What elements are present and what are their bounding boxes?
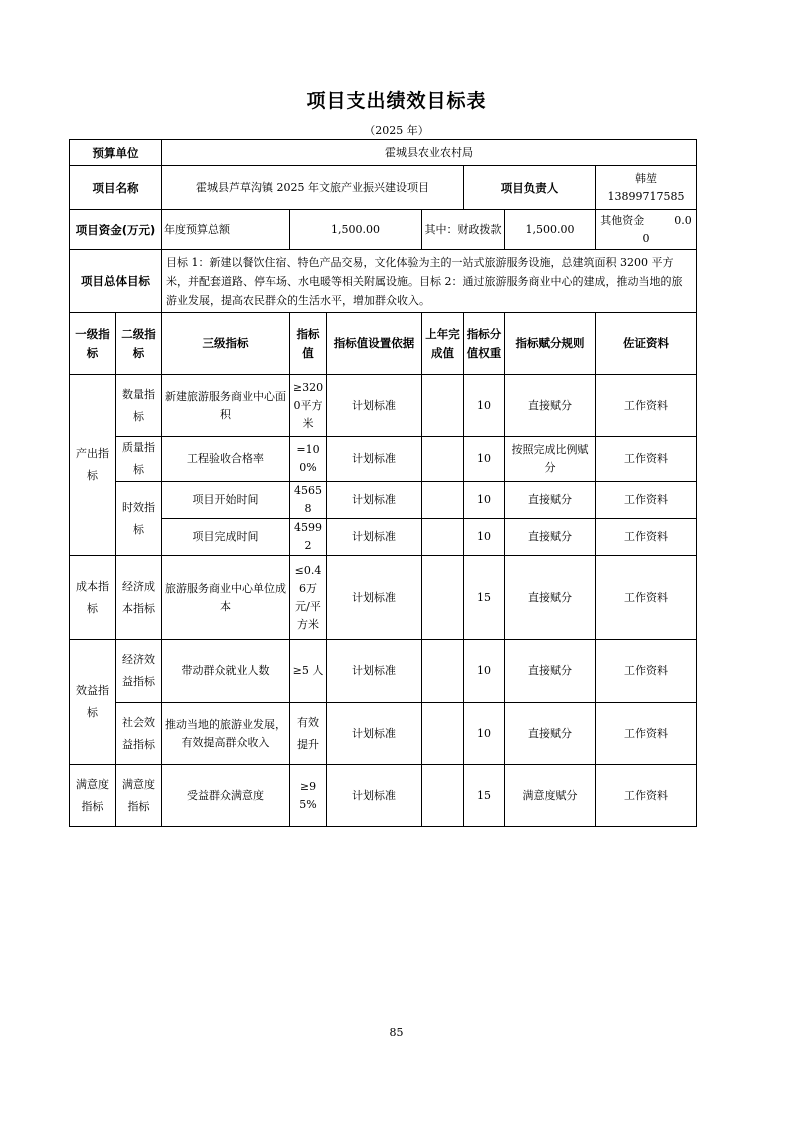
annual-budget-value: 1,500.00 bbox=[290, 210, 422, 250]
row-evidence: 工作资料 bbox=[596, 640, 697, 703]
row-l2: 数量指标 bbox=[116, 375, 162, 437]
page-number: 85 bbox=[389, 1026, 404, 1039]
budget-unit-value: 霍城县农业农村局 bbox=[162, 140, 697, 166]
row-value: ≥95% bbox=[290, 765, 327, 827]
group-output: 产出指标 bbox=[70, 375, 116, 556]
project-owner-value bbox=[596, 166, 697, 210]
row-overall-goal bbox=[70, 250, 697, 313]
project-name-label: 项目名称 bbox=[70, 166, 162, 210]
performance-table bbox=[69, 139, 697, 827]
row-basis: 计划标准 bbox=[327, 703, 422, 765]
row-value: ≤0.46万元/平方米 bbox=[290, 556, 327, 640]
fiscal-allocation-label: 其中：财政拨款 bbox=[422, 210, 505, 250]
header-level2: 二级指标 bbox=[116, 313, 162, 375]
row-l3: 项目开始时间 bbox=[162, 482, 290, 519]
row-evidence: 工作资料 bbox=[596, 765, 697, 827]
header-basis: 指标值设置依据 bbox=[327, 313, 422, 375]
group-satisfaction: 满意度指标 bbox=[70, 765, 116, 827]
budget-unit-label: 预算单位 bbox=[70, 140, 162, 166]
header-level3: 三级指标 bbox=[162, 313, 290, 375]
overall-goal-text: 目标 1：新建以餐饮住宿、特色产品交易，文化体验为主的一站式旅游服务设施，总建筑面积 3200 平方米，并配套道路、停车场、水电暖等相关附属设施。目标 2：通过旅游服务商业中心的建成，推动当地的旅游业发展，提高农民群众的生活水平，增加群众收入。 bbox=[162, 250, 697, 313]
row-headers bbox=[70, 313, 697, 375]
row-basis: 计划标准 bbox=[327, 640, 422, 703]
row-l2: 满意度指标 bbox=[116, 765, 162, 827]
overall-goal-label: 项目总体目标 bbox=[70, 250, 162, 313]
row-l3: 工程验收合格率 bbox=[162, 437, 290, 482]
row-value: ≥3200平方米 bbox=[290, 375, 327, 437]
row-l2: 时效指标 bbox=[116, 482, 162, 556]
row-evidence: 工作资料 bbox=[596, 519, 697, 556]
header-prev: 上年完成值 bbox=[422, 313, 464, 375]
header-level1: 一级指标 bbox=[70, 313, 116, 375]
row-weight: 10 bbox=[464, 703, 505, 765]
row-evidence: 工作资料 bbox=[596, 437, 697, 482]
row-prev bbox=[422, 482, 464, 519]
row-prev bbox=[422, 640, 464, 703]
row-value: 有效提升 bbox=[290, 703, 327, 765]
row-budget-unit bbox=[70, 140, 697, 166]
page-title: 项目支出绩效目标表 bbox=[306, 90, 487, 112]
row-l2: 社会效益指标 bbox=[116, 703, 162, 765]
other-fund-value: 0.00 bbox=[642, 213, 692, 245]
row-project-fund bbox=[70, 210, 697, 250]
project-fund-label: 项目资金(万元) bbox=[70, 210, 162, 250]
row-rule: 直接赋分 bbox=[505, 556, 596, 640]
row-weight: 10 bbox=[464, 482, 505, 519]
group-cost: 成本指标 bbox=[70, 556, 116, 640]
row-value: 45658 bbox=[290, 482, 327, 519]
header-weight: 指标分值权重 bbox=[464, 313, 505, 375]
header-evidence: 佐证资料 bbox=[596, 313, 697, 375]
row-weight: 15 bbox=[464, 556, 505, 640]
row-prev bbox=[422, 556, 464, 640]
table-row bbox=[70, 437, 697, 482]
table-row bbox=[70, 703, 697, 765]
row-rule: 直接赋分 bbox=[505, 640, 596, 703]
row-value: ≥5 人 bbox=[290, 640, 327, 703]
row-basis: 计划标准 bbox=[327, 482, 422, 519]
row-l3: 受益群众满意度 bbox=[162, 765, 290, 827]
table-row bbox=[70, 375, 697, 437]
row-rule: 直接赋分 bbox=[505, 519, 596, 556]
row-rule: 直接赋分 bbox=[505, 703, 596, 765]
row-l3: 推动当地的旅游业发展，有效提高群众收入 bbox=[162, 703, 290, 765]
row-value: 45992 bbox=[290, 519, 327, 556]
row-rule: 直接赋分 bbox=[505, 482, 596, 519]
row-evidence: 工作资料 bbox=[596, 703, 697, 765]
row-prev bbox=[422, 375, 464, 437]
row-l3: 带动群众就业人数 bbox=[162, 640, 290, 703]
row-weight: 10 bbox=[464, 519, 505, 556]
row-prev bbox=[422, 703, 464, 765]
other-fund-label: 其他资金 bbox=[600, 213, 645, 227]
row-l2: 经济效益指标 bbox=[116, 640, 162, 703]
row-rule: 直接赋分 bbox=[505, 375, 596, 437]
row-weight: 10 bbox=[464, 375, 505, 437]
owner-name: 韩堃 bbox=[635, 171, 658, 185]
row-l3: 旅游服务商业中心单位成本 bbox=[162, 556, 290, 640]
header-value: 指标值 bbox=[290, 313, 327, 375]
row-evidence: 工作资料 bbox=[596, 556, 697, 640]
year-label: （2025 年） bbox=[364, 124, 429, 137]
row-basis: 计划标准 bbox=[327, 765, 422, 827]
row-basis: 计划标准 bbox=[327, 437, 422, 482]
row-evidence: 工作资料 bbox=[596, 482, 697, 519]
row-prev bbox=[422, 437, 464, 482]
owner-phone: 13899717585 bbox=[607, 189, 685, 203]
row-l2: 经济成本指标 bbox=[116, 556, 162, 640]
table-row bbox=[70, 482, 697, 519]
row-weight: 10 bbox=[464, 640, 505, 703]
row-prev bbox=[422, 765, 464, 827]
table-row bbox=[70, 765, 697, 827]
row-basis: 计划标准 bbox=[327, 556, 422, 640]
table-row bbox=[70, 640, 697, 703]
row-l3: 项目完成时间 bbox=[162, 519, 290, 556]
row-rule: 满意度赋分 bbox=[505, 765, 596, 827]
group-benefit: 效益指标 bbox=[70, 640, 116, 765]
project-name-value: 霍城县芦草沟镇 2025 年文旅产业振兴建设项目 bbox=[162, 166, 464, 210]
row-value: =100% bbox=[290, 437, 327, 482]
row-weight: 15 bbox=[464, 765, 505, 827]
row-prev bbox=[422, 519, 464, 556]
row-project-name bbox=[70, 166, 697, 210]
row-evidence: 工作资料 bbox=[596, 375, 697, 437]
other-fund-cell bbox=[596, 210, 697, 250]
row-basis: 计划标准 bbox=[327, 519, 422, 556]
annual-budget-label: 年度预算总额 bbox=[162, 210, 290, 250]
row-rule: 按照完成比例赋分 bbox=[505, 437, 596, 482]
row-weight: 10 bbox=[464, 437, 505, 482]
row-l2: 质量指标 bbox=[116, 437, 162, 482]
header-rule: 指标赋分规则 bbox=[505, 313, 596, 375]
table-row bbox=[70, 519, 697, 556]
row-basis: 计划标准 bbox=[327, 375, 422, 437]
project-owner-label: 项目负责人 bbox=[464, 166, 596, 210]
fiscal-allocation-value: 1,500.00 bbox=[505, 210, 596, 250]
table-row bbox=[70, 556, 697, 640]
row-l3: 新建旅游服务商业中心面积 bbox=[162, 375, 290, 437]
